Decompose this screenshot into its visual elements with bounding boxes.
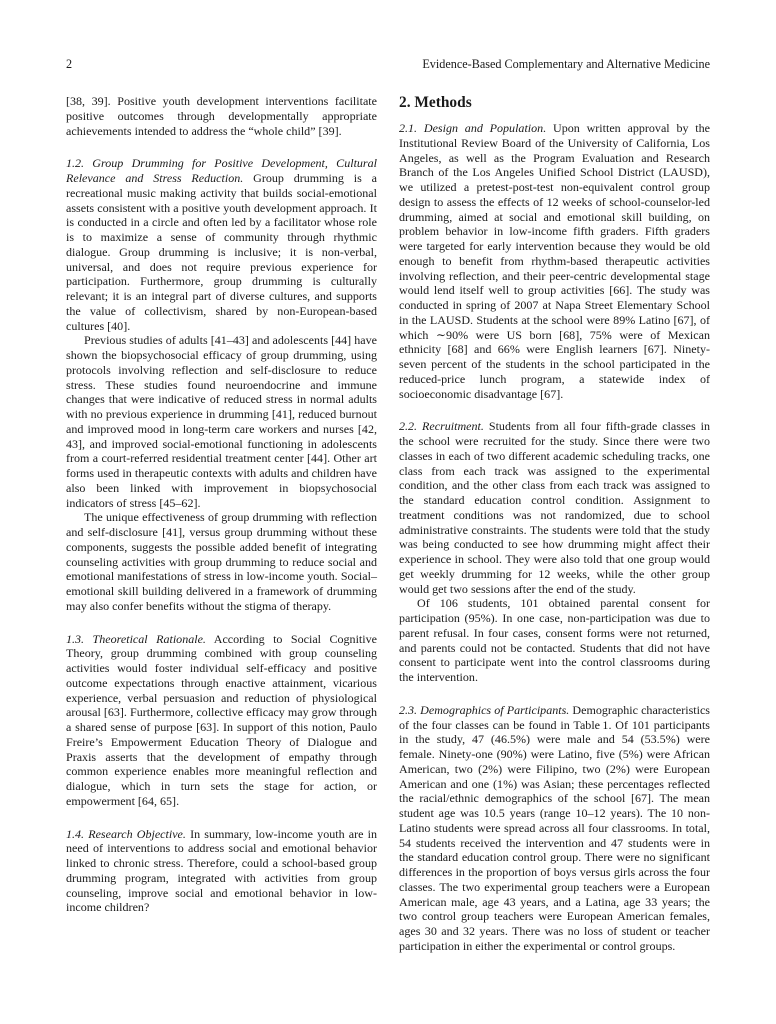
- section-1-4-text: In summary, low-income youth are in need of interventions to address social and emotional behavior linked to chronic stress. Therefore, could a school-based group drumming program, integrated with activities from group counseling, improve social and emotional behavior in low-income children?: [66, 826, 377, 915]
- section-1-3-heading: 1.3. Theoretical Rationale.: [66, 631, 206, 646]
- section-2-2-paragraph-2: Of 106 students, 101 obtained parental consent for participation (95%). In one case, non-participation was due to parent refusal. In four cases, consent forms were not returned, and parents could not be contacted. Students that did not have consent to participate went into the control classrooms during the intervention.: [399, 596, 710, 684]
- page-number: 2: [66, 57, 73, 71]
- section-1-2-text-1: Group drumming is a recreational music making activity that builds social-emotional assets consistent with a positive youth development approach. It is conducted in a circle and often led by a facilitator whose role is to maximize a sense of community through rhythmic dialogue. Group drumming is inclusive; it is non-verbal, universal, and does not require previous experience for participation. Furthermore, group drumming is culturally relevant; it is an integral part of diverse cultures, and supports the value of collectivism, shared by non-European-based cultures [40].: [66, 171, 378, 333]
- section-1-4-paragraph: [66, 827, 377, 916]
- journal-title: Evidence-Based Complementary and Alternative Medicine: [422, 57, 710, 71]
- section-1-3-text: According to Social Cognitive Theory, group drumming combined with group counseling activities would foster individual self-efficacy and positive outcome expectations through enactive attainment, vicarious experience, verbal persuasion and reduction of physiological arousal [63]. Furthermore, collective efficacy may grow through a shared sense of purpose [63]. In support of this notion, Paulo Freire’s Empowerment Education Theory of Dialogue and Praxis asserts that the development of empathy through common experience enables more meaningful reflection and dialogue, which in turn sets the stage for action, or empowerment [64, 65].: [66, 631, 377, 808]
- section-2-1-paragraph: [399, 121, 710, 401]
- section-2-3-paragraph: [399, 703, 710, 954]
- left-column: [66, 94, 377, 915]
- section-2-3-text: Demographic characteristics of the four classes can be found in Table 1. Of 101 participants in the study, 47 (46.5%) were male and 54 (53.5%) were female. Ninety-one (90%) were Latino, five (5%) were African American, two (2%) were Filipino, two (2%) were European American and one (1%) was Asian; these percentages reflected the racial/ethnic demographics of the school [67]. The mean student age was 10.5 years (range 10–12 years). The 10 non-Latino students were spread across all four classrooms. In total, 54 students received the intervention and 47 students were in the standard education control group. There were no significant differences in the proportion of boys versus girls across the four classes. The two experimental group teachers were a European American male, age 43 years, and a Latina, age 33 years; the two control group teachers were European American females, ages 30 and 32 years. There was no loss of student or teacher participation in either the experimental or control groups.: [399, 702, 710, 953]
- intro-continuation-paragraph: [38, 39]. Positive youth development interventions facilitate positive outcomes through developmentally appropriate achievements intended to address the “whole child” [39].: [66, 94, 377, 138]
- section-2-3-heading: 2.3. Demographics of Participants.: [399, 702, 570, 717]
- section-1-2-heading: 1.2. Group Drumming for Positive Development, Cultural Relevance and Stress Reduction.: [66, 156, 377, 185]
- section-2-1-text: Upon written approval by the Institutional Review Board of the University of California, Los Angeles, as well as the Program Evaluation and Research Branch of the Los Angeles Unified School District (LAUSD), we utilized a pretest-post-test non-equivalent control group design to assess the effects of 12 weeks of school-counselor-led drumming, aimed at social and emotional skill building, on problem behavior in low-income fifth graders. Fifth graders were targeted for early intervention because they would be old enough to benefit from rhythm-based therapeutic activities involving reflection, and their peer-centric developmental stage would lend itself well to group activities [66]. The study was conducted in spring of 2007 at Napa Street Elementary School in the LAUSD. Students at the school were 89% Latino [67], of which ∼90% were US born [68], 75% were of Mexican ethnicity [68] and 66% were English learners [67]. Ninety-seven percent of the students in the school participated in the reduced-price lunch program, a statewide index of socioeconomic disadvantage [67].: [399, 121, 710, 401]
- section-2-2-heading: 2.2. Recruitment.: [399, 419, 484, 434]
- section-1-2-paragraph-1: [66, 156, 377, 333]
- section-1-2-paragraph-2: Previous studies of adults [41–43] and adolescents [44] have shown the biopsychosocial efficacy of group drumming, using protocols involving reflection and self-disclosure to reduce stress. These studies found neuroendocrine and immune changes that were indicative of reduced stress in normal adults with no previous experience in drumming [41], reduced burnout and improved mood in long-term care workers and nurses [42, 43], and improved social-emotional functioning in adolescents from a court-referred residential treatment center [44]. Other art forms used in therapeutic contexts with adults and children have also been linked with improvement in biopsychosocial indicators of stress [45–62].: [66, 333, 377, 510]
- section-1-3-paragraph: [66, 632, 377, 809]
- right-column: [399, 94, 710, 954]
- section-2-2-text-1: Students from all four fifth-grade classes in the school were recruited for the study. Since there were two classes in each of two different academic scheduling tracks, one class from each track was assigned to the experimental condition, and the other class from each track was assigned to the standard education control condition. Assignment to treatment conditions was not randomized, due to school administrative constraints. The students were told that the study was being conducted to see how drumming might affect their experience in school. They were also told that one group would get weekly drumming for 12 weeks, while the other group would get two sessions after the end of the study.: [399, 419, 710, 596]
- section-2-1-heading: 2.1. Design and Population.: [399, 121, 547, 135]
- running-head: [66, 56, 710, 72]
- section-2-title: 2. Methods: [399, 94, 472, 111]
- section-1-2-paragraph-3: The unique effectiveness of group drumming with reflection and self-disclosure [41], versus group drumming without these components, suggests the possible added benefit of integrating counseling activities with group drumming to reduce social and emotional manifestations of stress in low-income youth. Social–emotional skill building delivered in a framework of drumming may also confer benefits without the stigma of therapy.: [66, 510, 377, 613]
- section-2-2-paragraph-1: [399, 419, 710, 596]
- section-1-4-heading: 1.4. Research Objective.: [66, 826, 186, 841]
